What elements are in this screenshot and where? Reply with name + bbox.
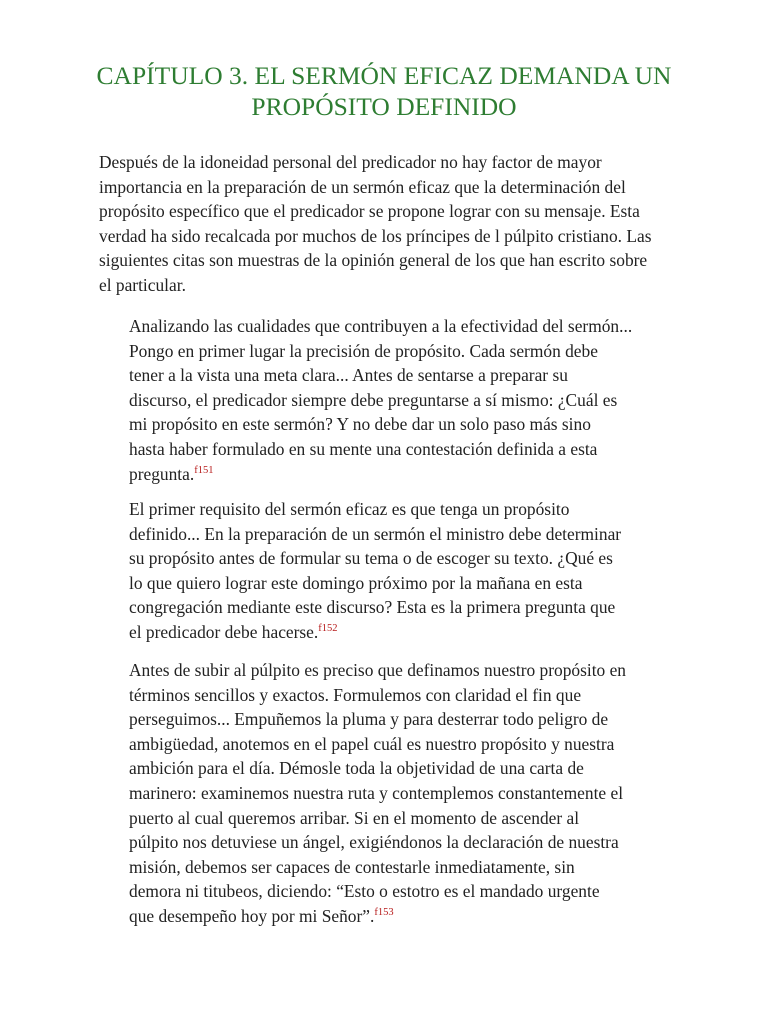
- text-line: verdad ha sido recalcada por muchos de los príncipes de l púlpito cristiano. Las: [99, 225, 652, 246]
- chapter-title-line-1: CAPÍTULO 3. EL SERMÓN EFICAZ DEMANDA UN: [96, 61, 672, 90]
- text-line: lo que quiero lograr este domingo próximo por la mañana en esta: [129, 572, 583, 593]
- text-line-with-footnote: [129, 620, 669, 645]
- chapter-title-line-2: PROPÓSITO DEFINIDO: [251, 92, 517, 121]
- text-line: términos sencillos y exactos. Formulemos con claridad el fin que: [129, 684, 582, 705]
- text-line: congregación mediante este discurso? Esta es la primera pregunta que: [129, 597, 616, 618]
- text-line: ambición para el día. Démosle toda la objetividad de una carta de: [129, 758, 584, 779]
- footnote-link-f153[interactable]: f153: [374, 907, 394, 919]
- text-segment: pregunta.: [129, 463, 195, 484]
- text-line: Antes de subir al púlpito es preciso que definamos nuestro propósito en: [129, 660, 626, 680]
- text-line: puerto al cual queremos arribar. Si en el momento de ascender al: [129, 807, 580, 828]
- text-line: importancia en la preparación de un sermón eficaz que la determinación del: [99, 176, 626, 197]
- text-line: el particular.: [99, 274, 186, 295]
- text-line: siguientes citas son muestras de la opinión general de los que han escrito sobre: [99, 250, 648, 271]
- footnote-link-f151[interactable]: f151: [194, 464, 214, 476]
- text-line: definido... En la preparación de un sermón el ministro debe determinar: [129, 523, 622, 544]
- text-line: misión, debemos ser capaces de contestarle inmediatamente, sin: [129, 856, 575, 877]
- block-quote-3: [129, 658, 669, 929]
- text-line: propósito específico que el predicador se propone lograr con su mensaje. Esta: [99, 201, 640, 222]
- text-line: ambigüedad, anotemos en el papel cuál es nuestro propósito y nuestra: [129, 733, 615, 754]
- text-line-with-footnote: [129, 462, 669, 487]
- text-line: Después de la idoneidad personal del predicador no hay factor de mayor: [99, 152, 602, 172]
- text-segment: que desempeño hoy por mi Señor”.: [129, 905, 375, 926]
- text-segment: el predicador debe hacerse.: [129, 621, 319, 642]
- block-quote-2: [129, 497, 669, 645]
- text-line: marinero: examinemos nuestra ruta y contemplemos constantemente el: [129, 782, 624, 803]
- text-line: mi propósito en este sermón? Y no debe dar un solo paso más sino: [129, 414, 591, 435]
- intro-paragraph: [99, 150, 679, 298]
- text-line: hasta haber formulado en su mente una contestación definida a esta: [129, 438, 598, 459]
- text-line: discurso, el predicador siempre debe preguntarse a sí mismo: ¿Cuál es: [129, 389, 618, 410]
- footnote-link-f152[interactable]: f152: [318, 623, 338, 635]
- chapter-title: [60, 60, 708, 122]
- text-line: Pongo en primer lugar la precisión de propósito. Cada sermón debe: [129, 340, 598, 361]
- text-line: El primer requisito del sermón eficaz es que tenga un propósito: [129, 499, 570, 519]
- text-line: Analizando las cualidades que contribuyen a la efectividad del sermón...: [129, 316, 633, 336]
- block-quote-1: [129, 314, 669, 486]
- text-line: perseguimos... Empuñemos la pluma y para desterrar todo peligro de: [129, 709, 609, 730]
- text-line: demora ni titubeos, diciendo: “Esto o estotro es el mandado urgente: [129, 881, 600, 902]
- text-line-with-footnote: [129, 904, 669, 929]
- text-line: su propósito antes de formular su tema o de escoger su texto. ¿Qué es: [129, 548, 613, 569]
- text-line: púlpito nos detuviese un ángel, exigiéndonos la declaración de nuestra: [129, 832, 619, 853]
- text-line: tener a la vista una meta clara... Antes de sentarse a preparar su: [129, 365, 568, 386]
